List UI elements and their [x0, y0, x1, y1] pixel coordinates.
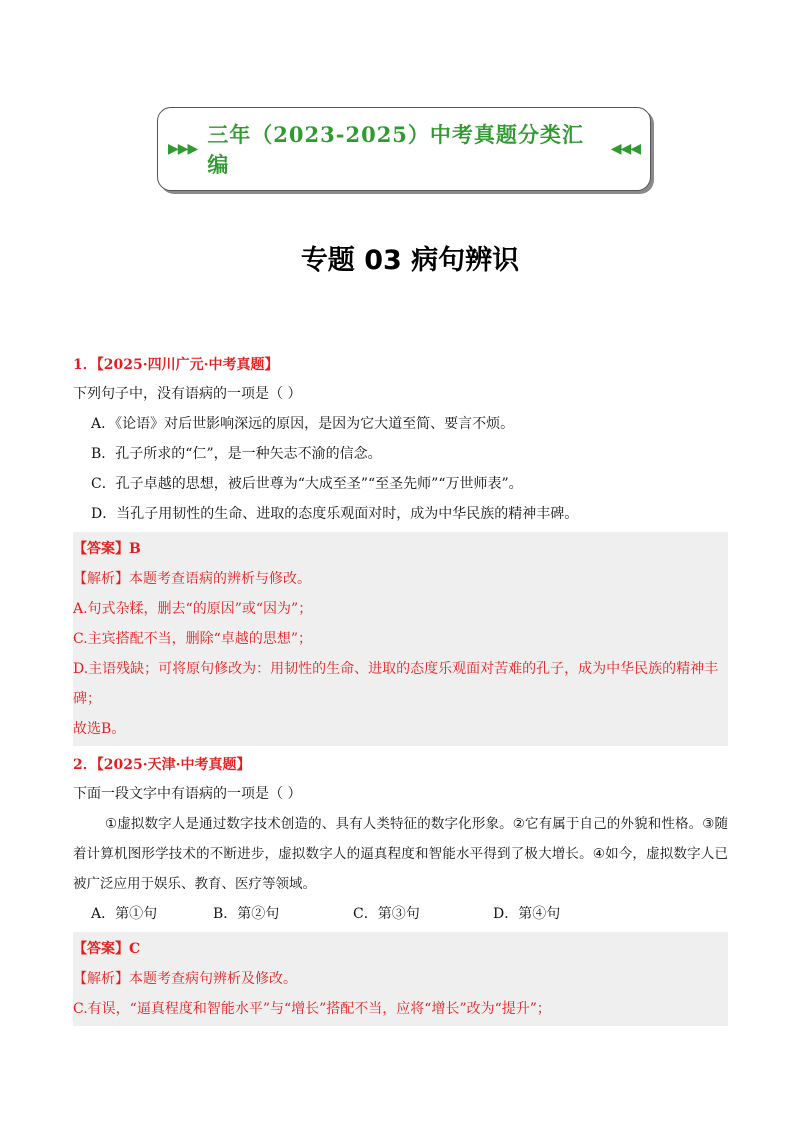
question-2-header: 2．【2025·天津·中考真题】	[73, 757, 251, 773]
question-1-option-a: A．《论语》对后世影响深远的原因，是因为它大道至简、要言不烦。	[91, 416, 515, 432]
question-2-stem: 下面一段文字中有语病的一项是（ ）	[73, 786, 302, 802]
question-1-analysis-line: D.主语残缺；可将原句修改为：用韧性的生命、进取的态度乐观面对苦难的孔子，成为中华民族的精神丰碑；	[73, 661, 719, 707]
question-2-option-d: D．第④句	[493, 906, 561, 922]
right-arrows-icon: ▶▶▶	[168, 141, 198, 157]
question-2-option-b: B．第②句	[213, 906, 280, 922]
question-1-answer: 【答案】B	[73, 541, 141, 557]
question-1-option-d: D．当孔子用韧性的生命、进取的态度乐观面对时，成为中华民族的精神丰碑。	[91, 506, 579, 522]
question-2-analysis-line: C.有误，“逼真程度和智能水平”与“增长”搭配不当，应将“增长”改为“提升”；	[73, 1001, 551, 1017]
question-2-answer-block	[73, 932, 728, 1026]
question-1-analysis-line: A.句式杂糅，删去“的原因”或“因为”；	[73, 601, 313, 617]
question-1-analysis-line: C.主宾搭配不当，删除“卓越的思想”；	[73, 631, 312, 647]
question-1-analysis-line: 【解析】本题考查语病的辨析与修改。	[73, 571, 311, 587]
banner-text: 三年（2023-2025）中考真题分类汇编	[207, 122, 584, 177]
question-2-answer: 【答案】C	[73, 941, 141, 957]
question-2-option-a: A．第①句	[91, 906, 158, 922]
question-1-answer-block	[73, 532, 728, 746]
question-2-options	[73, 899, 728, 929]
title-banner	[157, 107, 651, 191]
question-1-option-b: B．孔子所求的“仁”，是一种矢志不渝的信念。	[91, 446, 382, 462]
question-1-stem: 下列句子中，没有语病的一项是（ ）	[73, 386, 302, 402]
question-1-header: 1．【2025·四川广元·中考真题】	[73, 357, 279, 373]
question-1-option-c: C．孔子卓越的思想，被后世尊为“大成至圣”“至圣先师”“万世师表”。	[91, 476, 523, 492]
left-arrows-icon: ◀◀◀	[610, 141, 640, 157]
document-body	[73, 352, 728, 1032]
page-title: 专题 03 病句辨识	[300, 245, 520, 276]
question-1-analysis-line: 故选B。	[73, 721, 126, 737]
question-2-passage: ①虚拟数字人是通过数字技术创造的、具有人类特征的数字化形象。②它有属于自己的外貌和性格。③随着计算机图形学技术的不断进步，虚拟数字人的逼真程度和智能水平得到了极大增长。④如今，虚拟数字人已被广泛应用于娱乐、教育、医疗等领域。	[73, 816, 728, 892]
question-2-analysis-line: 【解析】本题考查病句辨析及修改。	[73, 971, 297, 987]
question-2-option-c: C．第③句	[353, 906, 420, 922]
